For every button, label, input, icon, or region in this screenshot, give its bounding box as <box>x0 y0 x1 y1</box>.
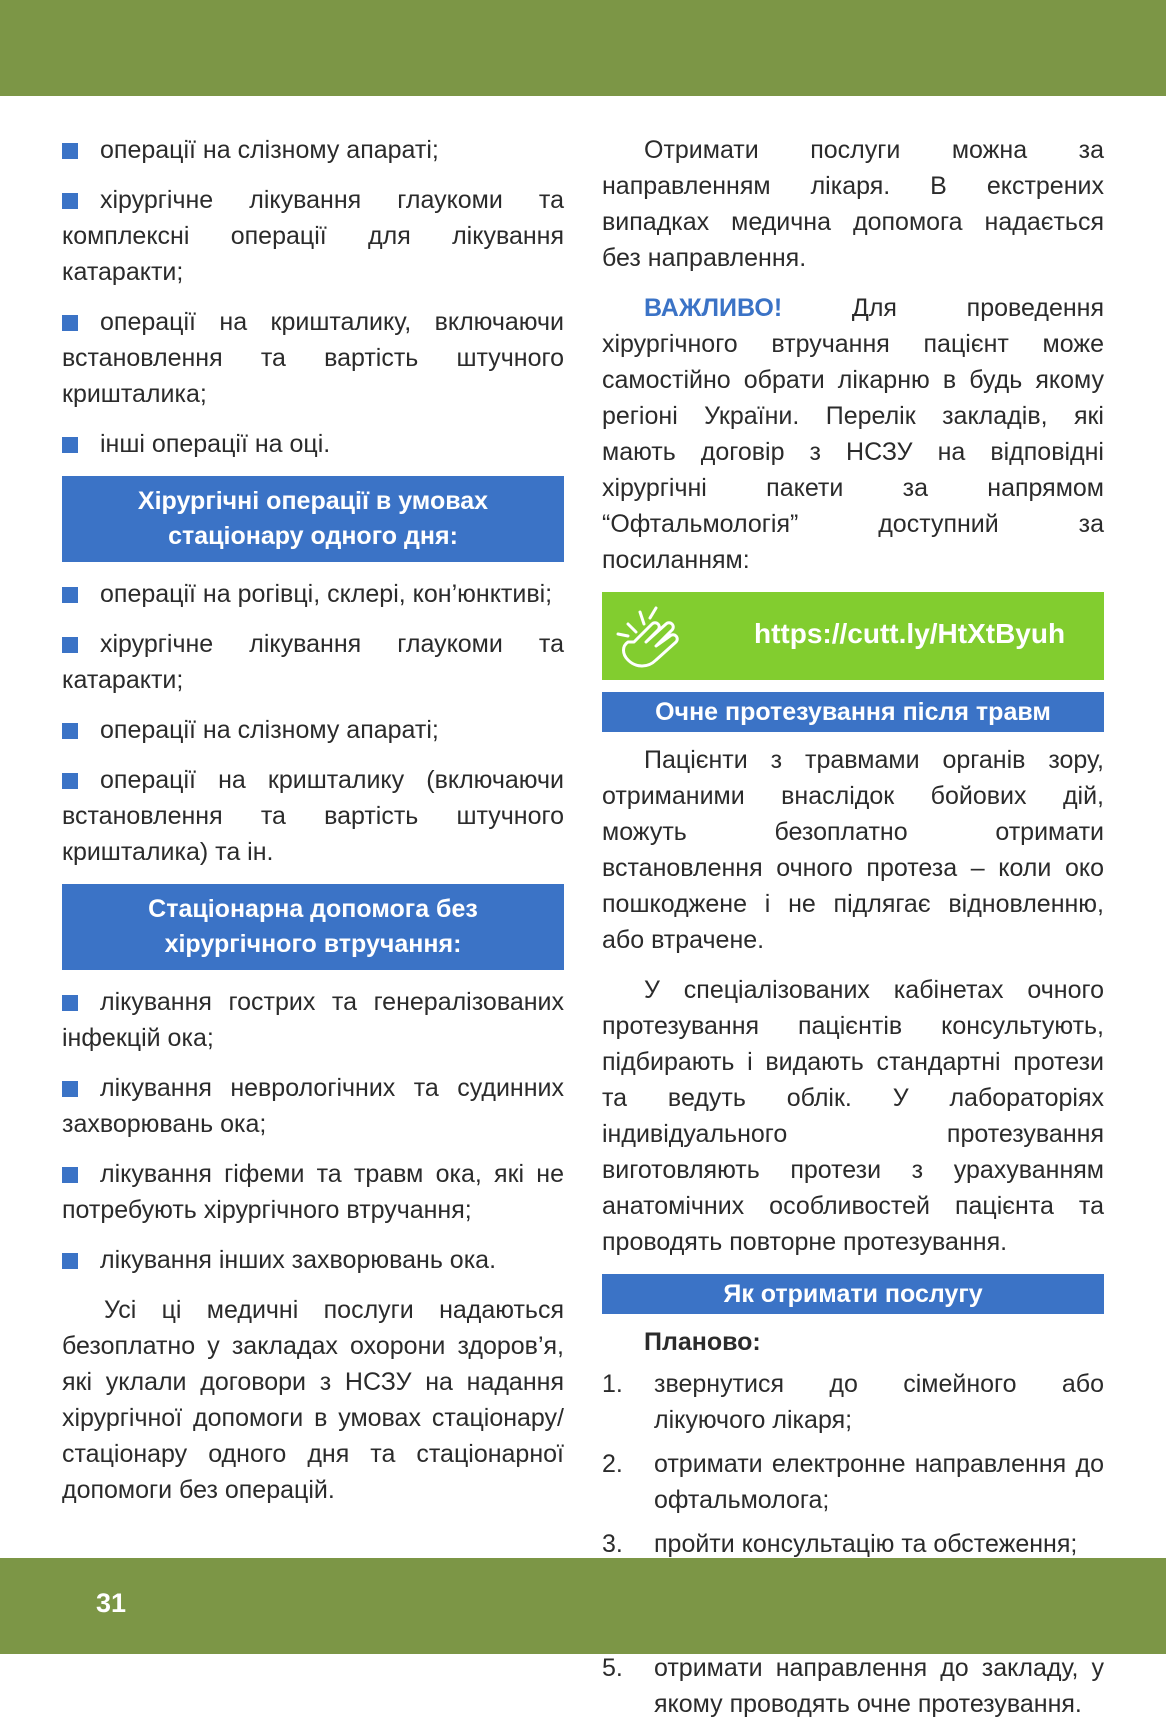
list-item: 1. звернутися до сімейного або лікуючого лікаря; <box>602 1370 1104 1434</box>
summary-paragraph: Усі ці медичні послуги надаються безоплатно у закладах охорони здоров’я, які уклали договори з НСЗУ на надання хірургічної допомоги в умовах стаціонару/стаціонару одного дня та стаціонарної допомоги без операцій. <box>62 1296 564 1504</box>
prosthetics-paragraph-2: У спеціалізованих кабінетах очного протезування пацієнтів консультують, підбирають і видають стандартні протези та ведуть облік. У лабораторіях індивідуального протезування виготовляють протези з урахуванням анатомічних особливостей пацієнта та проводять повторне протезування. <box>602 976 1104 1256</box>
important-text: Для проведення хірургічного втручання пацієнт може самостійно обрати лікарню в будь якому регіоні України. Перелік закладів, які мають договір з НСЗУ на відповідні хірургічні пакети за напрямом “Офтальмологія” доступний за посиланням: <box>602 294 1104 574</box>
list-item: операції на слізному апараті; <box>62 712 564 748</box>
steps-list <box>602 1366 1104 1722</box>
hand-pointer-icon <box>616 602 682 670</box>
referral-paragraph: Отримати послуги можна за направленням лікаря. В екстрених випадках медична допомога надається без направлення. <box>602 136 1104 272</box>
right-column <box>602 132 1104 1730</box>
square-bullet-icon <box>62 637 78 653</box>
square-bullet-icon <box>62 1167 78 1183</box>
list-item: лікування інших захворювань ока. <box>62 1242 564 1278</box>
square-bullet-icon <box>62 437 78 453</box>
list-item: операції на кришталику (включаючи встановлення та вартість штучного кришталика) та ін. <box>62 766 564 866</box>
section-heading-day-hospital: Хірургічні операції в умовах стаціонару одного дня: <box>62 476 564 562</box>
square-bullet-icon <box>62 587 78 603</box>
list-item: хірургічне лікування глаукоми та катаракти; <box>62 630 564 694</box>
list-item: лікування гострих та генералізованих інфекцій ока; <box>62 988 564 1052</box>
square-bullet-icon <box>62 193 78 209</box>
list-item: 5. отримати направлення до закладу, у якому проводять очне протезування. <box>602 1654 1104 1718</box>
list-item: операції на рогівці, склері, кон’юнктиві; <box>62 576 564 612</box>
link-url[interactable]: https://cutt.ly/HtXtByuh <box>754 618 1066 649</box>
square-bullet-icon <box>62 773 78 789</box>
square-bullet-icon <box>62 1081 78 1097</box>
square-bullet-icon <box>62 723 78 739</box>
square-bullet-icon <box>62 995 78 1011</box>
prosthetics-paragraph-1: Пацієнти з травмами органів зору, отриманими внаслідок бойових дій, можуть безоплатно отримати встановлення очного протеза – коли око пошкоджене і не підлягає відновленню, або втрачене. <box>602 746 1104 954</box>
left-column <box>62 132 564 1522</box>
link-box[interactable] <box>602 592 1104 680</box>
list-item: хірургічне лікування глаукоми та комплексні операції для лікування катаракти; <box>62 186 564 286</box>
top-band <box>0 0 1166 96</box>
list-item: лікування неврологічних та судинних захворювань ока; <box>62 1074 564 1138</box>
square-bullet-icon <box>62 315 78 331</box>
square-bullet-icon <box>62 1253 78 1269</box>
list-item: 3. пройти консультацію та обстеження; <box>602 1530 1078 1558</box>
list-item: 2. отримати електронне направлення до офтальмолога; <box>602 1450 1104 1514</box>
important-paragraph <box>602 290 1104 578</box>
planned-label: Планово: <box>644 1328 761 1356</box>
list-item: інші операції на оці. <box>62 426 564 462</box>
square-bullet-icon <box>62 143 78 159</box>
section-heading-prosthetics: Очне протезування після травм <box>602 692 1104 732</box>
important-label: ВАЖЛИВО! <box>644 294 783 322</box>
list-item: лікування гіфеми та травм ока, які не потребують хірургічного втручання; <box>62 1160 564 1224</box>
list-item: операції на слізному апараті; <box>62 132 564 168</box>
bottom-band <box>0 1558 1166 1654</box>
list-item: операції на кришталику, включаючи встановлення та вартість штучного кришталика; <box>62 308 564 408</box>
page-number: 31 <box>96 1588 127 1618</box>
section-heading-nonsurgical: Стаціонарна допомога без хірургічного втручання: <box>62 884 564 970</box>
section-heading-how-to-get: Як отримати послугу <box>602 1274 1104 1314</box>
